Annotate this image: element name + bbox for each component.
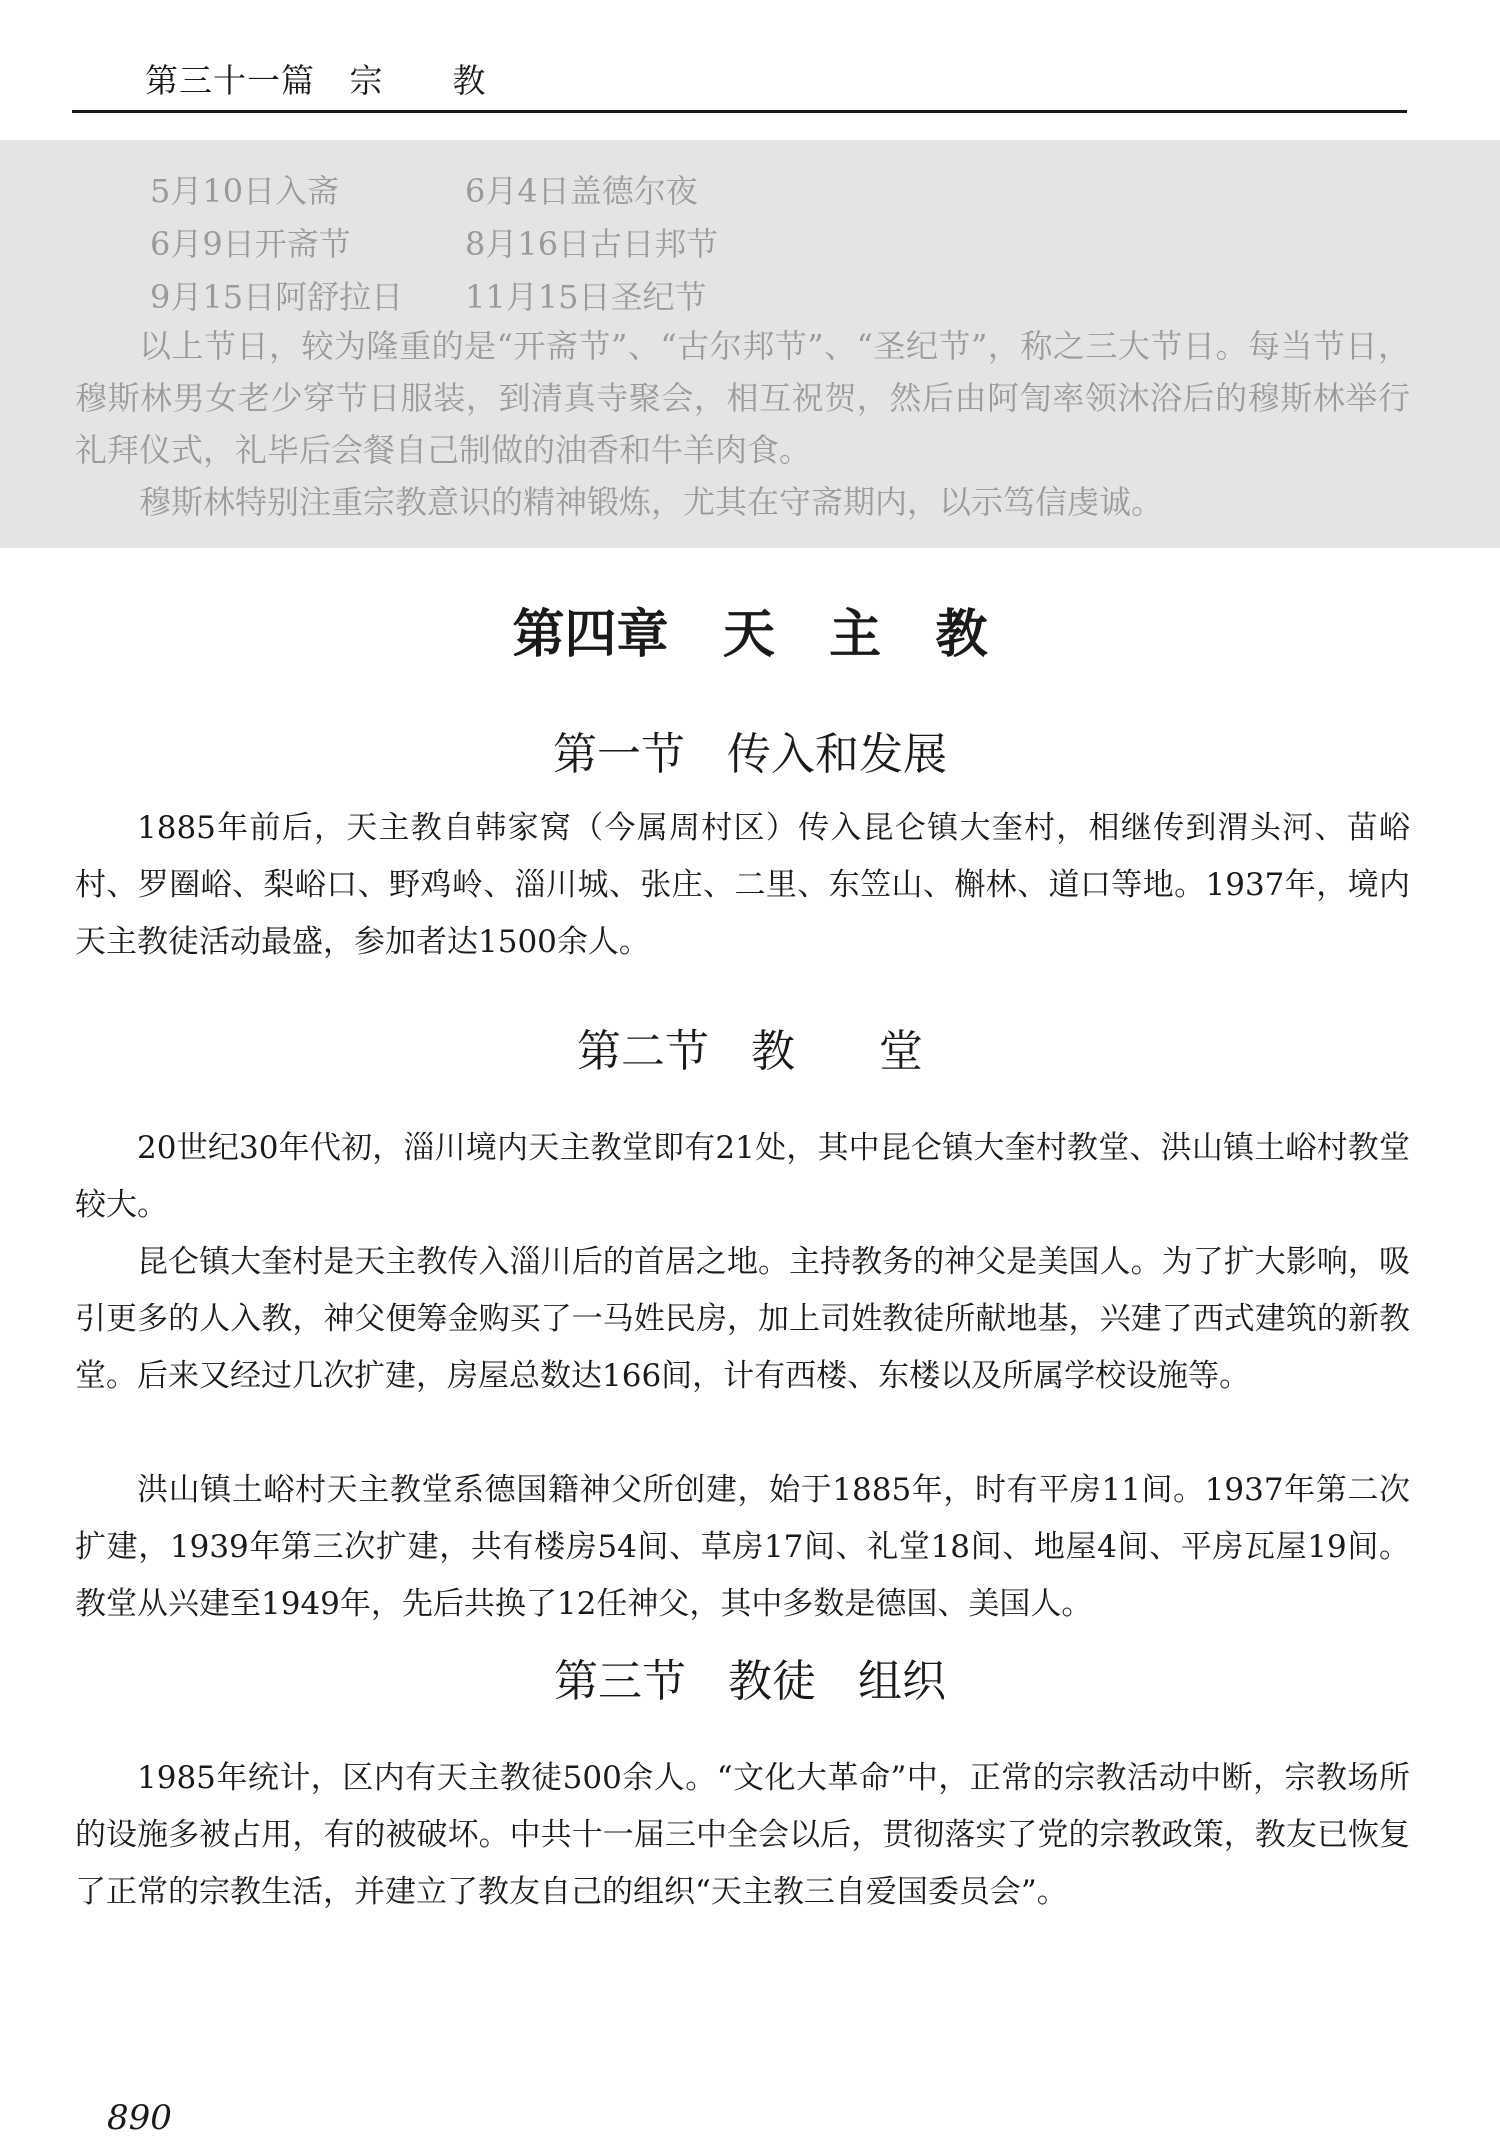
previous-section-fragment [0,140,1500,548]
festival-paragraph: 穆斯林特别注重宗教意识的精神锻炼，尤其在守斋期内，以示笃信虔诚。 [139,483,1164,521]
body-paragraph: 洪山镇土峪村天主教堂系德国籍神父所创建，始于1885年，时有平房11间。1937年第二次扩建，1939年第三次扩建，共有楼房54间、草房17间、礼堂18间、地屋4间、平房瓦屋19间。教堂从兴建至1949年，先后共换了12任神父，其中多数是德国、美国人。 [75,1472,1410,1622]
festival-row [150,272,707,318]
festival-row [150,219,719,265]
festival-date: 11月15日圣纪节 [465,278,707,316]
chapter-title: 第四章 天 主 教 [512,604,988,665]
festival-paragraph: 以上节日，较为隆重的是“开斋节”、“古尔邦节”、“圣纪节”，称之三大节日。每当节日，穆斯林男女老少穿节日服装，到清真寺聚会，相互祝贺，然后由阿訇率领沐浴后的穆斯林举行礼拜仪式，礼毕后会餐自己制做的油香和牛羊肉食。 [75,327,1410,469]
page-number: 890 [107,2098,172,2138]
body-paragraph: 1985年统计，区内有天主教徒500余人。“文化大革命”中，正常的宗教活动中断，宗教场所的设施多被占用，有的被破坏。中共十一届三中全会以后，贯彻落实了党的宗教政策，教友已恢复了正常的宗教生活，并建立了教友自己的组织“天主教三自爱国委员会”。 [75,1760,1410,1910]
body-paragraph: 20世纪30年代初，淄川境内天主教堂即有21处，其中昆仑镇大奎村教堂、洪山镇土峪村教堂较大。 [75,1130,1410,1223]
festival-row [150,166,698,212]
body-paragraph: 1885年前后，天主教自韩家窝（今属周村区）传入昆仑镇大奎村，相继传到渭头河、苗峪村、罗圈峪、梨峪口、野鸡岭、淄川城、张庄、二里、东笠山、槲林、道口等地。1937年，境内天主教徒活动最盛，参加者达1500余人。 [75,810,1410,960]
festival-date: 6月4日盖德尔夜 [465,172,698,210]
festival-date: 6月9日开斋节 [150,225,351,263]
header-rule [72,110,1407,113]
festival-date: 5月10日入斋 [150,172,340,210]
running-header: 第三十一篇 宗 教 [145,61,487,100]
festival-date: 8月16日古日邦节 [465,225,719,263]
section-title: 第三节 教徒 组织 [554,1656,946,1707]
festival-date: 9月15日阿舒拉日 [150,278,404,316]
section-title: 第一节 传入和发展 [553,729,947,780]
section-title: 第二节 教 堂 [577,1026,923,1077]
body-paragraph: 昆仑镇大奎村是天主教传入淄川后的首居之地。主持教务的神父是美国人。为了扩大影响，吸引更多的人入教，神父便筹金购买了一马姓民房，加上司姓教徒所献地基，兴建了西式建筑的新教堂。后来又经过几次扩建，房屋总数达166间，计有西楼、东楼以及所属学校设施等。 [75,1244,1410,1394]
